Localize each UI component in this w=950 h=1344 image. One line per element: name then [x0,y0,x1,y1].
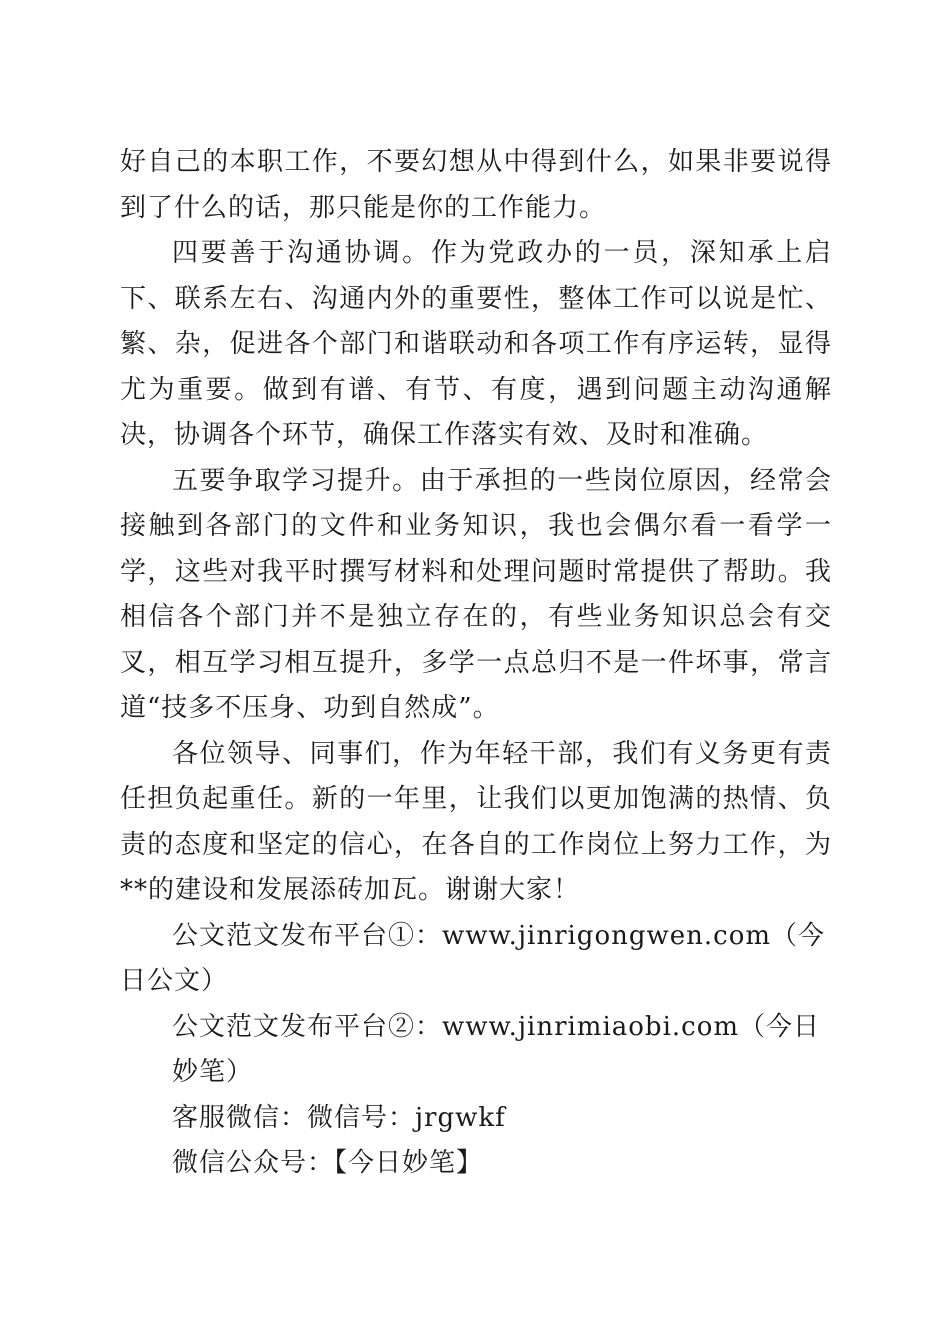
document-page [120,140,832,1187]
paragraph-learning: 五要争取学习提升。由于承担的一些岗位原因，经常会接触到各部门的文件和业务知识，我也会偶尔看一看学一学，这些对我平时撰写材料和处理问题时常提供了帮助。我相信各个部门并不是独立存在的，有些业务知识总会有交叉，相互学习相互提升，多学一点总归不是一件坏事，常言道“技多不压身、功到自然成”。 [120,465,832,723]
paragraph-continuation: 好自己的本职工作，不要幻想从中得到什么，如果非要说得到了什么的话，那只能是你的工作能力。 [120,147,832,223]
paragraph-closing: 各位领导、同事们，作为年轻干部，我们有义务更有责任担负起重任。新的一年里，让我们以更加饱满的热情、负责的态度和坚定的信心，在各自的工作岗位上努力工作，为**的建设和发展添砖加瓦。谢谢大家！ [120,738,832,905]
footer-platform-1: 公文范文发布平台①：www.jinrigongwen.com（今日公文） [120,920,826,996]
footer-platform-2: 公文范文发布平台②：www.jinrimiaobi.com（今日妙笔） [172,1011,821,1087]
paragraph-communication: 四要善于沟通协调。作为党政办的一员，深知承上启下、联系左右、沟通内外的重要性，整体工作可以说是忙、繁、杂，促进各个部门和谐联动和各项工作有序运转，显得尤为重要。做到有谱、有节、有度，遇到问题主动沟通解决，协调各个环节，确保工作落实有效、及时和准确。 [120,238,832,450]
footer-official-account: 微信公众号：【今日妙笔】 [172,1148,484,1178]
footer-service-wechat: 客服微信：微信号：jrgwkf [172,1102,506,1133]
